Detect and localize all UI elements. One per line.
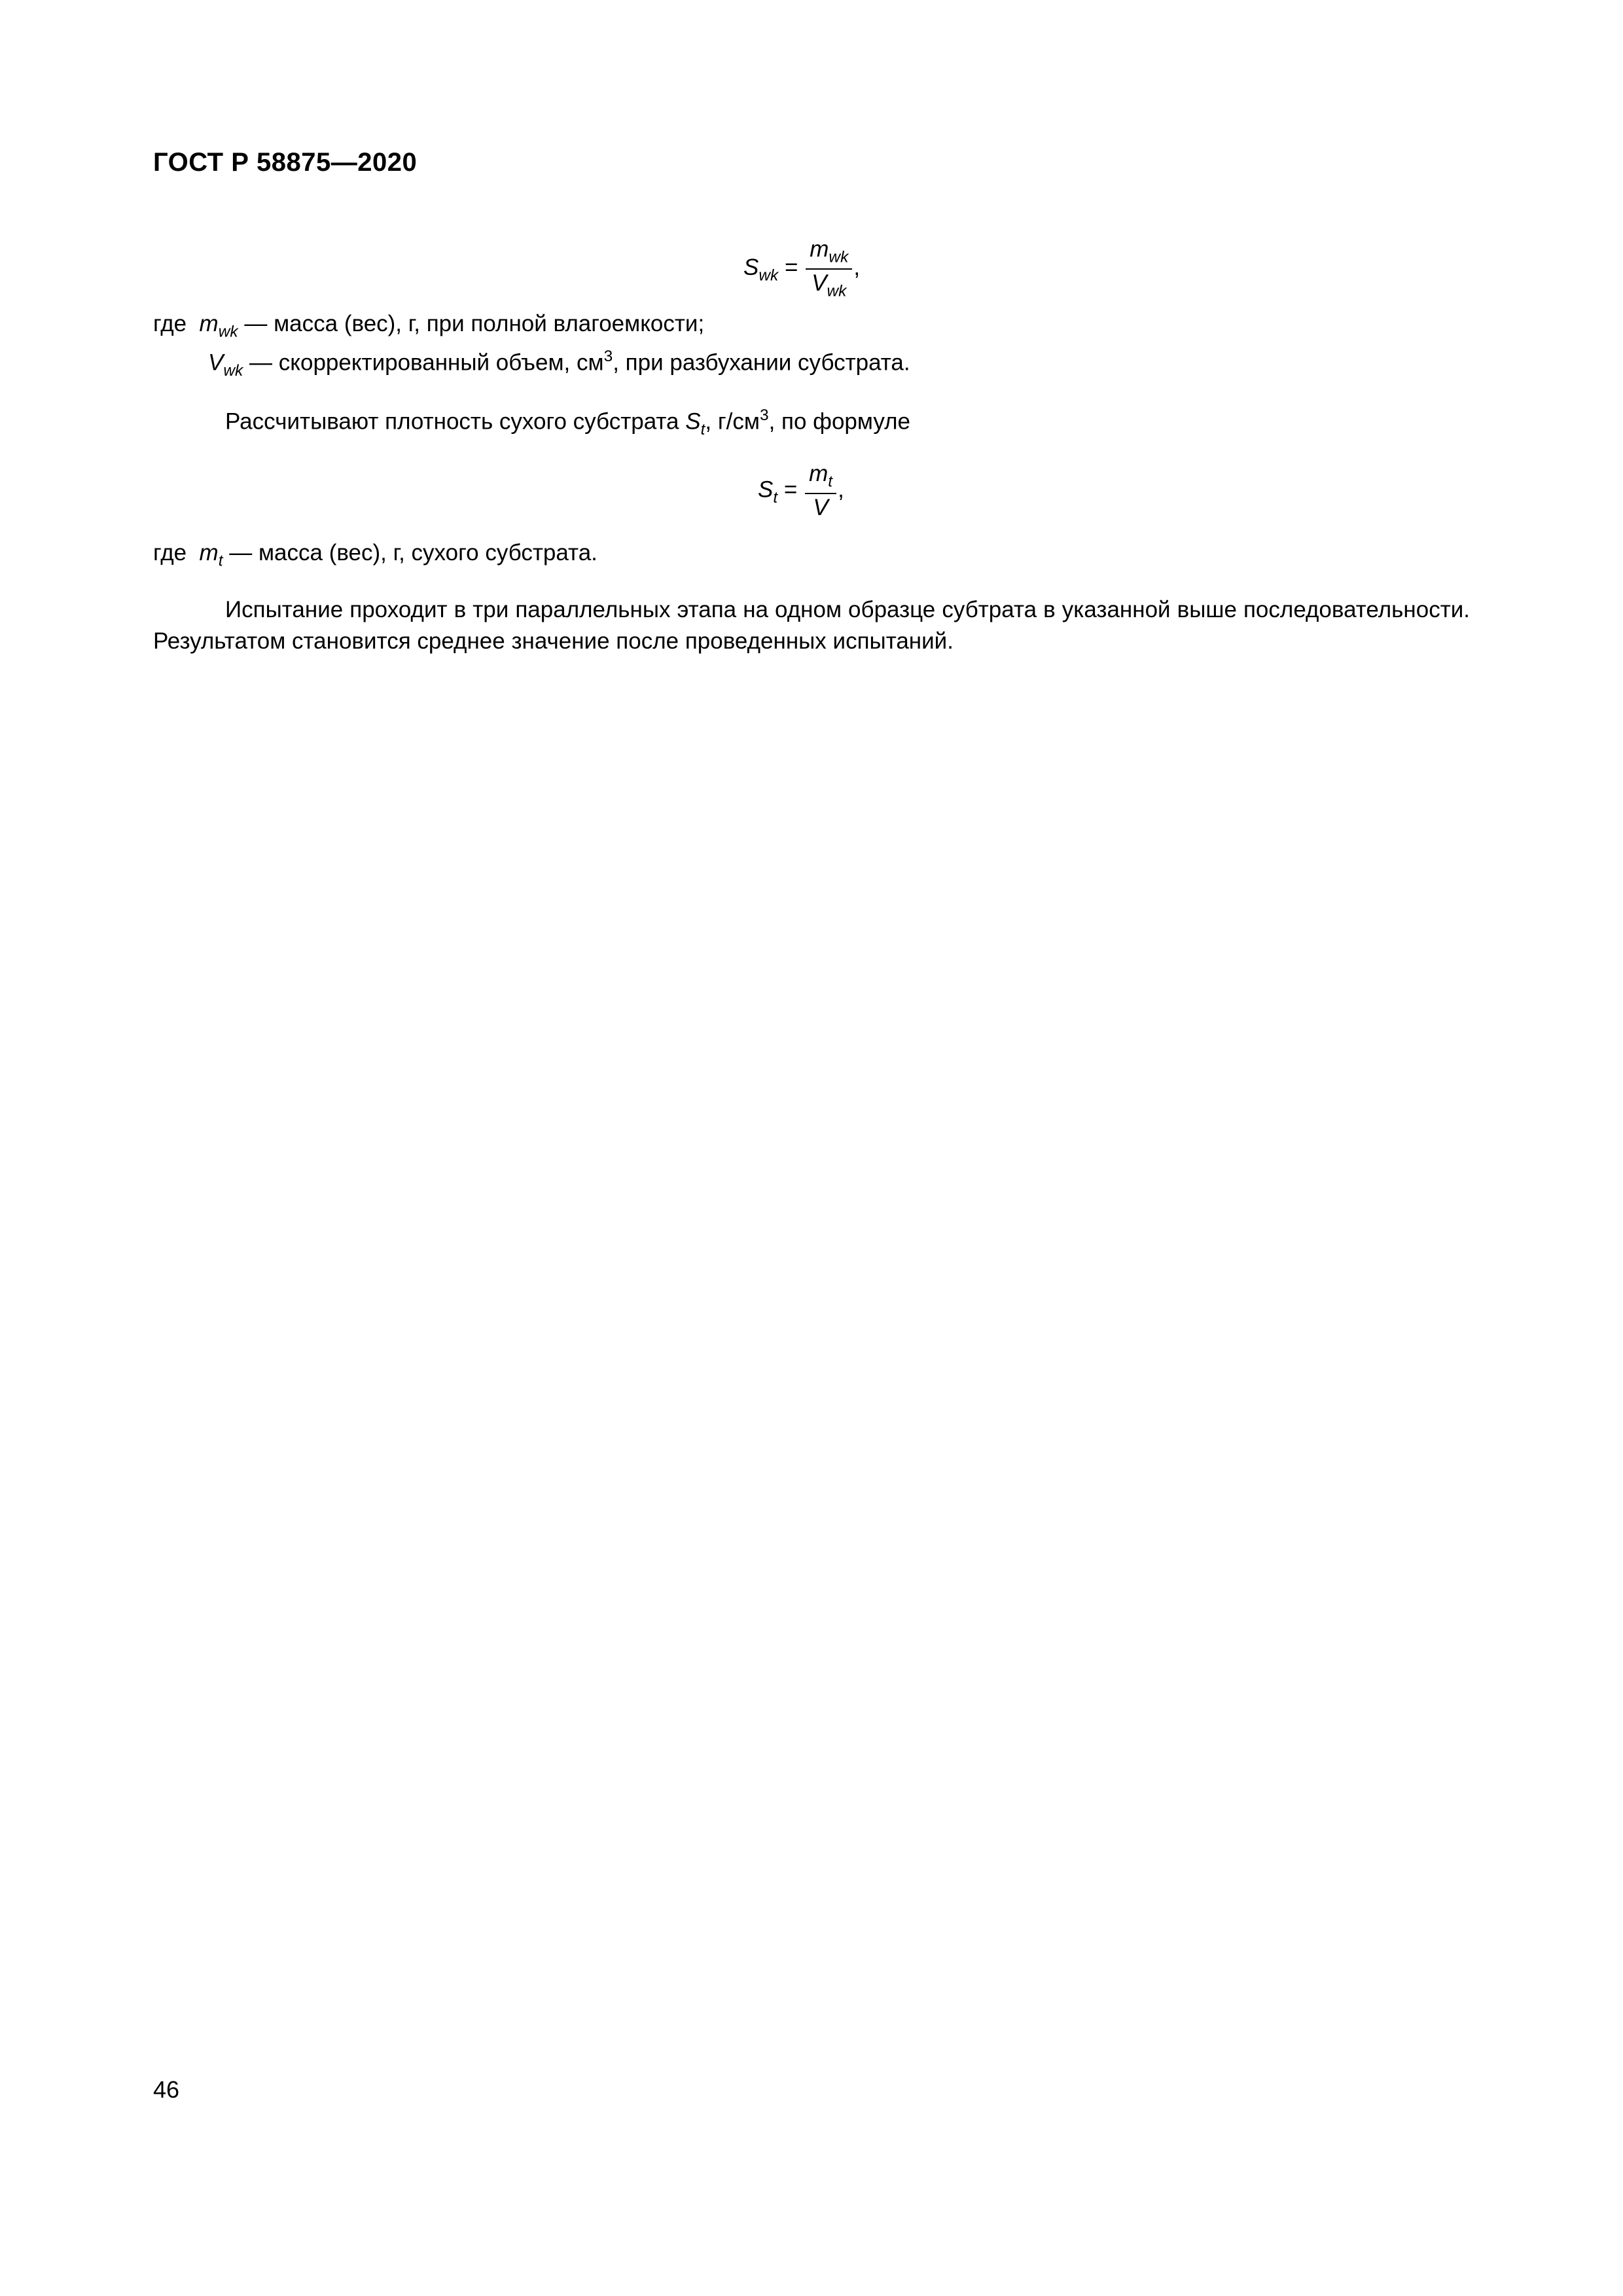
formula-st: $S_t$ = $\frac{m_t}{V}$ , [758,461,844,520]
document-header: ГОСТ Р 58875—2020 [153,148,418,177]
formula-lhs-sub: wk [758,266,779,285]
formula-lhs: S [743,254,759,280]
fraction-numerator: $m_{wk}$ [806,237,852,270]
fraction-denominator: $V_{wk}$ [812,270,847,300]
fraction-numerator: $m_t$ [805,461,836,494]
where-line-2: $V_{wk}$ — скорректированный объем, $см^3$, при разбухании субстрата. [208,348,910,380]
where-line-3: где $m_t$ — масса (вес), г, сухого субстрата. [153,540,597,570]
equals-sign: = [783,476,798,503]
calc-instruction: Рассчитывают плотность сухого субстрата $S_t$, $г/см^3$, по формуле [225,406,910,439]
where-label: где [153,540,187,565]
body-paragraph: Испытание проходит в три параллельных этапа на одном образце субтрата в указанной выше последовательности. Результатом становится среднее значение после проведенных испытаний. [153,597,1470,654]
definition-text: — скорректированный объем, см [249,350,604,376]
page-number: 46 [153,2076,180,2103]
variable-s-t: S [685,408,701,435]
fraction-denominator: V [813,494,829,520]
equals-sign: = [785,254,798,280]
variable-v-wk: V [208,350,224,376]
formula-lhs: S [758,476,774,503]
variable-m-wk: m [199,311,219,336]
definition-text: — масса (вес), г, при полной влагоемкости; [244,311,705,336]
formula-comma: , [853,254,861,280]
definition-text: — масса (вес), г, сухого субстрата. [229,540,597,565]
formula-swk [743,237,860,300]
where-label: где [153,311,187,336]
fraction [806,237,852,300]
where-line-1: где $m_{wk}$ — масса (вес), г, при полной влагоемкости; [153,311,705,341]
fraction [805,461,836,520]
formula-comma: , [838,476,844,503]
variable-m-t: m [199,540,219,565]
